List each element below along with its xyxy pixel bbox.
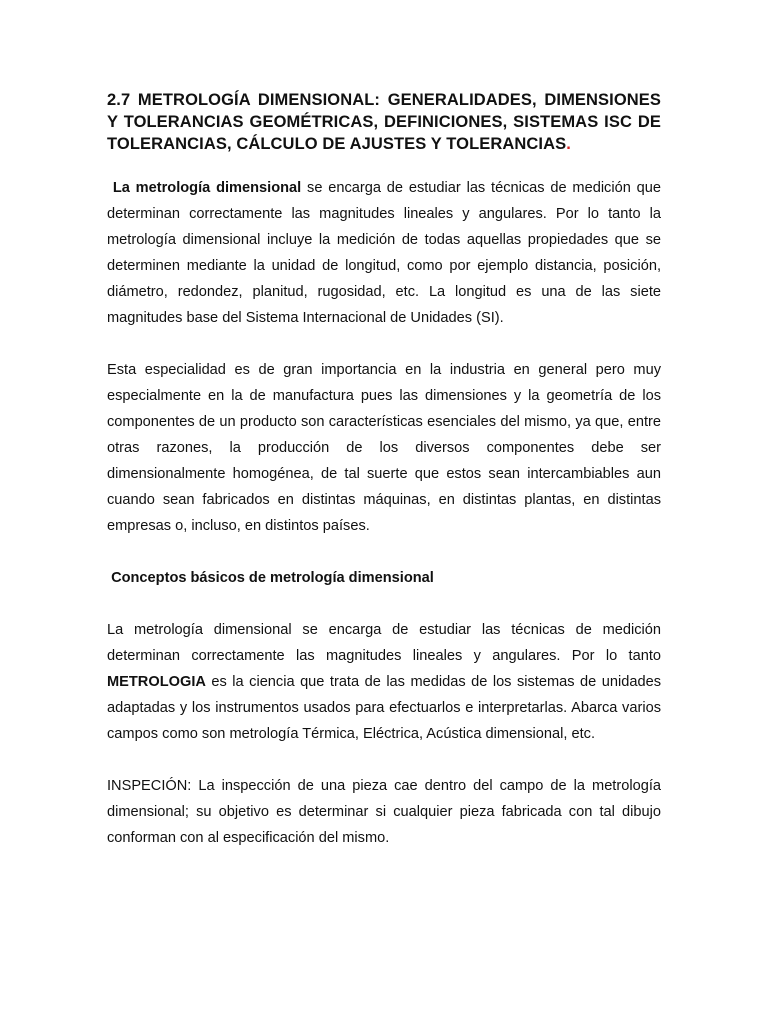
section-heading — [107, 89, 661, 155]
paragraph-concepts — [107, 617, 661, 747]
section-heading-text: 2.7 METROLOGÍA DIMENSIONAL: GENERALIDADES, DIMENSIONES Y TOLERANCIAS GEOMÉTRICAS, DEFINICIONES, SISTEMAS ISC DE TOLERANCIAS, CÁLCULO DE AJUSTES Y TOLERANCIAS — [107, 91, 661, 153]
paragraph-definition-text: se encarga de estudiar las técnicas de medición que determinan correctamente las magnitudes lineales y angulares. Por lo tanto la metrología dimensional incluye la medición de todas aquellas propiedades que se determinen mediante la unidad de longitud, como por ejemplo distancia, posición, diámetro, redondez, planitud, rugosidad, etc. La longitud es una de las siete magnitudes base del Sistema Internacional de Unidades (SI). — [107, 180, 661, 326]
paragraph-concepts-text-after: es la ciencia que trata de las medidas de los sistemas de unidades adaptadas y los instrumentos usados para efectuarlos e interpretarlas. Abarca varios campos como son metrología Térmica, Eléctrica, Acústica dimensional, etc. — [107, 674, 661, 742]
paragraph-inspection — [107, 773, 661, 851]
paragraph-concepts-text-before: La metrología dimensional se encarga de estudiar las técnicas de medición determinan correctamente las magnitudes lineales y angulares. Por lo tanto — [107, 622, 661, 664]
paragraph-definition — [107, 175, 661, 331]
paragraph-inspection-text: INSPECIÓN: La inspección de una pieza cae dentro del campo de la metrología dimensional; su objetivo es determinar si cualquier pieza fabricada con tal dibujo conforman con al especificación del mismo. — [107, 778, 661, 846]
paragraph-importance-text: Esta especialidad es de gran importancia en la industria en general pero muy especialmente en la de manufactura pues las dimensiones y la geometría de los componentes de un producto son características esenciales del mismo, ya que, entre otras razones, la producción de los diversos componentes debe ser dimensionalmente homogénea, de tal suerte que estos sean intercambiables aun cuando sean fabricados en distintas máquinas, en distintas plantas, en distintas empresas o, incluso, en distintos países. — [107, 362, 661, 534]
subsection-heading-text: Conceptos básicos de metrología dimensional — [111, 570, 434, 586]
heading-trailing-mark: . — [566, 135, 571, 153]
paragraph-importance — [107, 357, 661, 539]
bold-lead-term: La metrología dimensional — [112, 180, 302, 196]
subsection-heading — [107, 565, 661, 591]
bold-term-metrologia: METROLOGIA — [107, 674, 206, 690]
document-page — [107, 89, 661, 877]
